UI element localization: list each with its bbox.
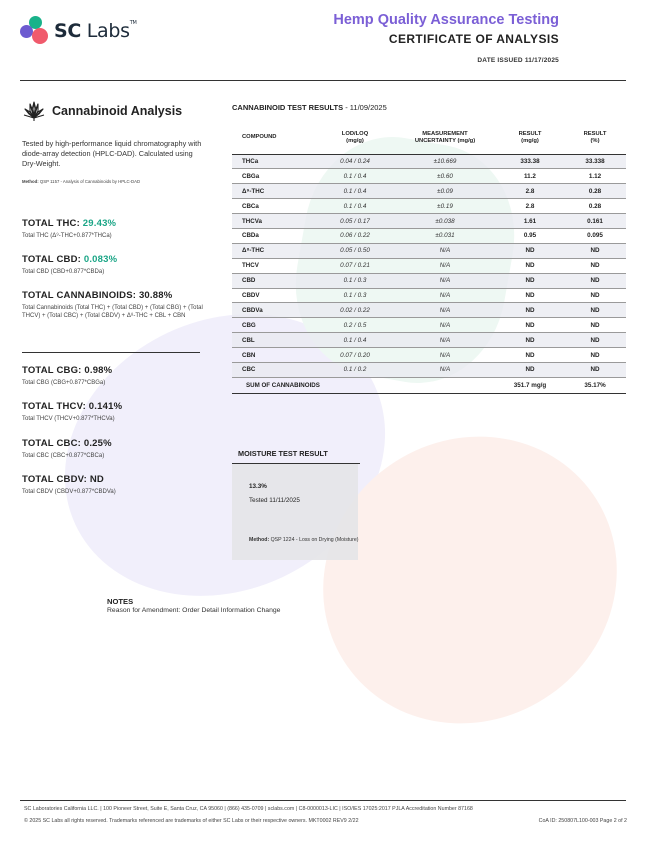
- page-subtitle: CERTIFICATE OF ANALYSIS: [388, 32, 559, 46]
- header-lod-loq: LOD/LOQ (mg/g): [316, 128, 394, 154]
- cell-result-pct: ND: [564, 303, 626, 318]
- cell-uncertainty: N/A: [394, 288, 496, 303]
- left-divider: [22, 352, 200, 353]
- cell-compound: CBDVa: [232, 303, 316, 318]
- cell-result-mg: ND: [496, 333, 564, 348]
- table-row: [232, 169, 626, 184]
- moisture-title: MOISTURE TEST RESULT: [238, 449, 328, 458]
- cell-lod-loq: 0.1 / 0.3: [316, 288, 394, 303]
- cell-result-pct: ND: [564, 273, 626, 288]
- date-issued: DATE ISSUED 11/17/2025: [477, 57, 559, 64]
- cell-result-mg: ND: [496, 318, 564, 333]
- cell-compound: CBDa: [232, 228, 316, 243]
- cell-compound: THCV: [232, 258, 316, 273]
- cell-result-pct: 0.28: [564, 199, 626, 214]
- moisture-result-box: [232, 464, 358, 560]
- sum-result-mg: 351.7 mg/g: [496, 377, 564, 393]
- table-row: [232, 318, 626, 333]
- coa-id: CoA ID: 250807L100-003 Page 2 of 2: [538, 818, 627, 824]
- table-row: [232, 228, 626, 243]
- cell-uncertainty: N/A: [394, 243, 496, 258]
- cell-result-pct: 0.28: [564, 184, 626, 199]
- footer-line-2: © 2025 SC Labs all rights reserved. Trademarks referenced are trademarks of either SC Labs or their respective owners. MKT0002 REV9 2/22 CoA ID: 250807L100-003 Page 2 of 2: [24, 818, 627, 824]
- cell-lod-loq: 0.1 / 0.4: [316, 184, 394, 199]
- cell-result-pct: ND: [564, 362, 626, 377]
- cell-lod-loq: 0.06 / 0.22: [316, 228, 394, 243]
- table-row: [232, 348, 626, 363]
- page-title: Hemp Quality Assurance Testing: [333, 12, 559, 28]
- cell-uncertainty: N/A: [394, 348, 496, 363]
- cell-compound: CBCa: [232, 199, 316, 214]
- total-cbd: TOTAL CBD: 0.083% Total CBD (CBD+0.877*CBDa): [22, 254, 118, 275]
- header-result-pct: RESULT (%): [564, 128, 626, 154]
- total-cannabinoids: TOTAL CANNABINOIDS: 30.88% Total Cannabinoids (Total THC) + (Total CBD) + (Total CBG) + (Total THCV) + (Total CBC) + (Total CBDV) + Δ⁸-THC + CBL + CBN: [22, 290, 203, 319]
- cell-result-pct: ND: [564, 288, 626, 303]
- cell-result-pct: ND: [564, 243, 626, 258]
- cell-uncertainty: ±0.031: [394, 228, 496, 243]
- cell-lod-loq: 0.1 / 0.4: [316, 169, 394, 184]
- header-divider: [20, 80, 626, 81]
- header-result-mg: RESULT (mg/g): [496, 128, 564, 154]
- cannabis-leaf-icon: [22, 100, 46, 122]
- cell-result-mg: 2.8: [496, 184, 564, 199]
- table-row: [232, 303, 626, 318]
- table-row: [232, 333, 626, 348]
- cell-uncertainty: N/A: [394, 303, 496, 318]
- cell-uncertainty: N/A: [394, 273, 496, 288]
- cannabinoid-section-header: [22, 100, 182, 122]
- cell-uncertainty: N/A: [394, 258, 496, 273]
- cell-result-mg: ND: [496, 362, 564, 377]
- sum-label: SUM OF CANNABINOIDS: [232, 377, 496, 393]
- cell-compound: CBGa: [232, 169, 316, 184]
- cell-result-pct: ND: [564, 258, 626, 273]
- notes-text: Reason for Amendment: Order Detail Information Change: [107, 607, 281, 614]
- cell-compound: CBC: [232, 362, 316, 377]
- total-cbg: TOTAL CBG: 0.98% Total CBG (CBG+0.877*CBGa): [22, 365, 113, 386]
- table-row: [232, 288, 626, 303]
- cell-uncertainty: N/A: [394, 362, 496, 377]
- sc-labs-logo-icon: [20, 16, 50, 46]
- cell-result-mg: 0.95: [496, 228, 564, 243]
- cell-uncertainty: ±0.60: [394, 169, 496, 184]
- cell-lod-loq: 0.1 / 0.2: [316, 362, 394, 377]
- cell-lod-loq: 0.2 / 0.5: [316, 318, 394, 333]
- cell-compound: Δ⁹-THC: [232, 184, 316, 199]
- cell-result-pct: 0.161: [564, 214, 626, 229]
- total-cbc: TOTAL CBC: 0.25% Total CBC (CBC+0.877*CBCa): [22, 438, 112, 459]
- cell-uncertainty: ±0.19: [394, 199, 496, 214]
- table-row: [232, 362, 626, 377]
- cell-uncertainty: ±0.038: [394, 214, 496, 229]
- cell-compound: THCa: [232, 154, 316, 169]
- cell-lod-loq: 0.05 / 0.50: [316, 243, 394, 258]
- cell-result-mg: 11.2: [496, 169, 564, 184]
- sum-row: [232, 377, 626, 393]
- cell-compound: THCVa: [232, 214, 316, 229]
- cell-compound: CBN: [232, 348, 316, 363]
- results-title: CANNABINOID TEST RESULTS - 11/09/2025: [232, 103, 387, 112]
- moisture-value: 13.3%: [249, 483, 267, 490]
- table-row: [232, 154, 626, 169]
- notes-title: NOTES: [107, 597, 134, 606]
- cell-result-mg: 333.38: [496, 154, 564, 169]
- cell-result-mg: ND: [496, 288, 564, 303]
- cell-result-mg: ND: [496, 243, 564, 258]
- cell-lod-loq: 0.1 / 0.4: [316, 199, 394, 214]
- cell-lod-loq: 0.05 / 0.17: [316, 214, 394, 229]
- table-row: [232, 214, 626, 229]
- brand-logo: [20, 16, 137, 46]
- cell-uncertainty: ±10.669: [394, 154, 496, 169]
- cell-compound: CBDV: [232, 288, 316, 303]
- table-row: [232, 243, 626, 258]
- cell-result-pct: 1.12: [564, 169, 626, 184]
- table-header-row: [232, 128, 626, 154]
- brand-name: SC Labs™: [54, 20, 137, 42]
- cannabinoid-section-title: Cannabinoid Analysis: [52, 104, 183, 118]
- cell-result-pct: ND: [564, 333, 626, 348]
- cell-result-mg: ND: [496, 348, 564, 363]
- cannabinoid-description: Tested by high-performance liquid chromatography with diode-array detection (HPLC-DAD). Calculated using Dry-Weight.: [22, 139, 202, 168]
- footer-divider: [20, 800, 626, 801]
- cell-lod-loq: 0.02 / 0.22: [316, 303, 394, 318]
- cell-uncertainty: ±0.09: [394, 184, 496, 199]
- cell-compound: CBD: [232, 273, 316, 288]
- cell-compound: CBG: [232, 318, 316, 333]
- cell-result-mg: ND: [496, 303, 564, 318]
- cell-result-pct: 33.338: [564, 154, 626, 169]
- cell-uncertainty: N/A: [394, 318, 496, 333]
- cell-result-pct: 0.095: [564, 228, 626, 243]
- cell-result-mg: ND: [496, 273, 564, 288]
- header-compound: COMPOUND: [232, 128, 316, 154]
- moisture-tested-date: Tested 11/11/2025: [249, 497, 300, 504]
- cell-lod-loq: 0.07 / 0.20: [316, 348, 394, 363]
- cell-result-mg: ND: [496, 258, 564, 273]
- table-row: [232, 258, 626, 273]
- cell-lod-loq: 0.1 / 0.4: [316, 333, 394, 348]
- cannabinoid-results-table: [232, 128, 626, 394]
- moisture-method: Method: QSP 1224 - Loss on Drying (Moisture): [249, 537, 359, 543]
- cell-result-mg: 2.8: [496, 199, 564, 214]
- total-thc: TOTAL THC: 29.43% Total THC (Δ⁹-THC+0.877*THCa): [22, 218, 117, 239]
- total-cbdv: TOTAL CBDV: ND Total CBDV (CBDV+0.877*CBDVa): [22, 474, 116, 495]
- table-row: [232, 273, 626, 288]
- cell-result-pct: ND: [564, 318, 626, 333]
- cell-compound: CBL: [232, 333, 316, 348]
- cell-result-mg: 1.61: [496, 214, 564, 229]
- table-row: [232, 184, 626, 199]
- cell-lod-loq: 0.1 / 0.3: [316, 273, 394, 288]
- cell-lod-loq: 0.07 / 0.21: [316, 258, 394, 273]
- cell-result-pct: ND: [564, 348, 626, 363]
- footer-line-1: SC Laboratories California LLC. | 100 Pioneer Street, Suite E, Santa Cruz, CA 95060 | (866) 435-0709 | sclabs.com | C8-0000013-LIC | ISO/IES 17025:2017 PJLA Accreditation Number 87168: [24, 806, 473, 812]
- table-row: [232, 199, 626, 214]
- cannabinoid-method: Method: QSP 1157 - Analysis of Cannabinoids by HPLC-DAD: [22, 179, 141, 184]
- header-uncertainty: MEASUREMENT UNCERTAINTY (mg/g): [394, 128, 496, 154]
- total-thcv: TOTAL THCV: 0.141% Total THCV (THCV+0.877*THCVa): [22, 401, 123, 422]
- cell-compound: Δ⁸-THC: [232, 243, 316, 258]
- sum-result-pct: 35.17%: [564, 377, 626, 393]
- cell-lod-loq: 0.04 / 0.24: [316, 154, 394, 169]
- cell-uncertainty: N/A: [394, 333, 496, 348]
